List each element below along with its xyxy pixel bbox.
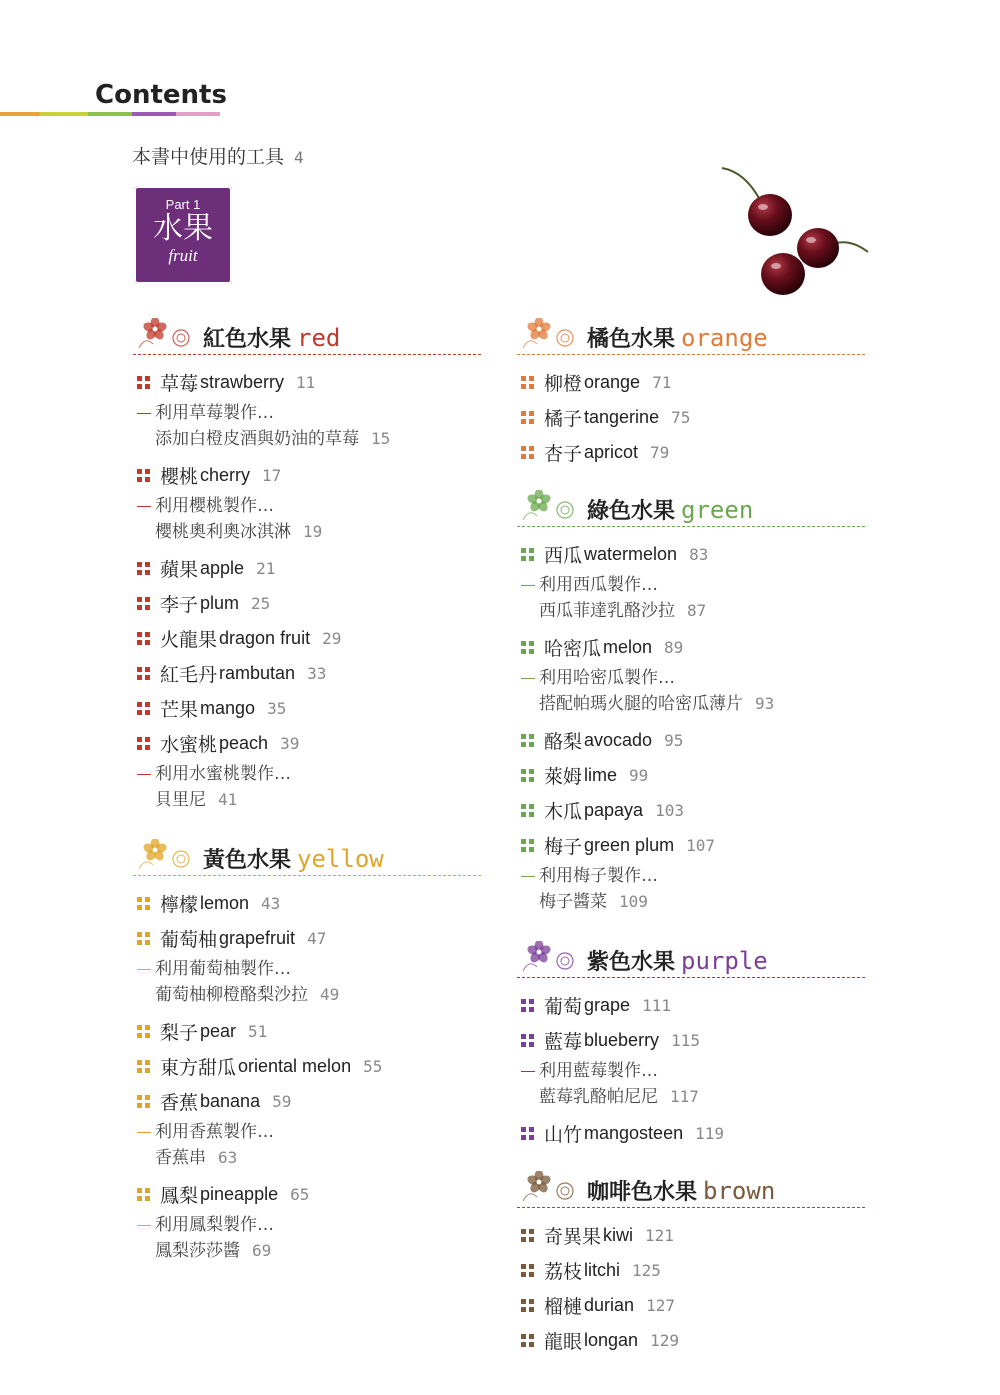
entry-name-en: longan xyxy=(584,1330,639,1350)
entry-page: 55 xyxy=(363,1057,383,1076)
section-header xyxy=(517,490,865,527)
toc-entry[interactable] xyxy=(517,1323,865,1358)
section-title-zh: 紫色水果 xyxy=(587,950,676,975)
dash-marker xyxy=(521,585,535,586)
recipe-label xyxy=(517,1058,865,1084)
section-title-en: red xyxy=(297,324,341,352)
toc-entry[interactable] xyxy=(133,691,481,726)
recipe-name: 西瓜菲達乳酪沙拉 xyxy=(539,601,675,621)
entry-name-en: grape xyxy=(584,995,631,1015)
entry-name-zh: 酪梨 xyxy=(544,731,583,753)
recipe-entry[interactable] xyxy=(133,519,481,545)
bullet-squares-icon xyxy=(521,804,534,817)
bullet-squares-icon xyxy=(521,734,534,747)
entry-name-en: oriental melon xyxy=(238,1056,352,1076)
section-title-en: purple xyxy=(681,947,768,975)
cherries-image xyxy=(720,160,880,305)
entry-name-en: watermelon xyxy=(584,544,678,564)
part-badge xyxy=(134,186,232,284)
toc-entry[interactable] xyxy=(517,758,865,793)
entry-name-zh: 檸檬 xyxy=(160,894,199,916)
recipe-name: 葡萄柚柳橙酪梨沙拉 xyxy=(155,985,308,1005)
section-title xyxy=(203,322,340,353)
entry-name-en: apricot xyxy=(584,442,639,462)
toc-entry[interactable] xyxy=(133,921,481,956)
toc-entry[interactable] xyxy=(517,1116,865,1151)
section-header xyxy=(517,1171,865,1208)
entry-name-en: apple xyxy=(200,558,245,578)
recipe-label xyxy=(133,493,481,519)
toc-entry[interactable] xyxy=(133,1177,481,1212)
entry-page: 17 xyxy=(262,466,282,485)
section-title-zh: 綠色水果 xyxy=(587,499,676,524)
toc-entry[interactable] xyxy=(517,1218,865,1253)
bullet-squares-icon xyxy=(137,667,150,680)
section-yellow xyxy=(133,839,481,1264)
bullet-squares-icon xyxy=(521,1299,534,1312)
entry-page: 119 xyxy=(695,1124,724,1143)
recipe-page: 117 xyxy=(670,1087,699,1106)
entry-page: 21 xyxy=(256,559,276,578)
recipe-label-text: 利用梅子製作… xyxy=(539,866,658,886)
entry-page: 95 xyxy=(664,731,684,750)
entry-page: 99 xyxy=(629,766,649,785)
toc-entry[interactable] xyxy=(133,886,481,921)
section-red xyxy=(133,318,481,813)
recipe-label-text: 利用草莓製作… xyxy=(155,403,274,423)
recipe-label-text: 利用哈密瓜製作… xyxy=(539,668,675,688)
recipe-name: 添加白橙皮酒與奶油的草莓 xyxy=(155,429,359,449)
entry-name-en: blueberry xyxy=(584,1030,660,1050)
section-title xyxy=(587,322,768,353)
entry-name-zh: 龍眼 xyxy=(544,1331,583,1353)
part-label: Part 1 xyxy=(165,197,201,212)
entry-name-en: kiwi xyxy=(603,1225,634,1245)
recipe-entry[interactable] xyxy=(133,787,481,813)
bullet-squares-icon xyxy=(521,1127,534,1140)
entry-name-zh: 山竹 xyxy=(544,1124,583,1146)
entry-name-en: tangerine xyxy=(584,407,660,427)
bullet-squares-icon xyxy=(137,376,150,389)
toc-entry[interactable] xyxy=(133,586,481,621)
recipe-label-text: 利用葡萄柚製作… xyxy=(155,959,291,979)
toc-entry[interactable] xyxy=(133,1084,481,1119)
section-title-en: orange xyxy=(681,324,768,352)
left-column xyxy=(133,318,481,1270)
entry-page: 59 xyxy=(272,1092,292,1111)
bullet-squares-icon xyxy=(521,411,534,424)
section-purple xyxy=(517,941,865,1151)
dash-marker xyxy=(521,678,535,679)
recipe-entry[interactable] xyxy=(517,691,865,717)
toc-entry[interactable] xyxy=(133,365,481,400)
section-title xyxy=(587,945,768,976)
recipe-entry[interactable] xyxy=(517,889,865,915)
intro-label: 本書中使用的工具 xyxy=(132,146,285,168)
entry-name-zh: 櫻桃 xyxy=(160,466,199,488)
entry-name-zh: 杏子 xyxy=(544,443,583,465)
bullet-squares-icon xyxy=(137,469,150,482)
section-title xyxy=(203,843,384,874)
recipe-label xyxy=(133,1119,481,1145)
entry-name-en: grapefruit xyxy=(219,928,296,948)
part-title: 水果 xyxy=(153,211,213,246)
bullet-squares-icon xyxy=(137,562,150,575)
entry-name-zh: 水蜜桃 xyxy=(160,734,218,756)
bullet-squares-icon xyxy=(521,1229,534,1242)
recipe-name: 櫻桃奧利奧冰淇淋 xyxy=(155,522,291,542)
recipe-label-text: 利用西瓜製作… xyxy=(539,575,658,595)
entry-page: 39 xyxy=(280,734,300,753)
entry-name-zh: 葡萄 xyxy=(544,996,583,1018)
entry-name-en: papaya xyxy=(584,800,644,820)
recipe-label xyxy=(517,665,865,691)
entry-name-en: banana xyxy=(200,1091,261,1111)
bullet-squares-icon xyxy=(137,1095,150,1108)
recipe-label xyxy=(133,956,481,982)
entry-name-en: orange xyxy=(584,372,641,392)
recipe-name: 搭配帕瑪火腿的哈密瓜薄片 xyxy=(539,694,743,714)
entry-name-en: mango xyxy=(200,698,256,718)
section-orange xyxy=(517,318,865,470)
recipe-label xyxy=(133,761,481,787)
toc-entry[interactable] xyxy=(133,1014,481,1049)
recipe-label xyxy=(133,1212,481,1238)
recipe-page: 41 xyxy=(218,790,238,809)
entry-name-en: durian xyxy=(584,1295,635,1315)
entry-name-zh: 草莓 xyxy=(160,373,199,395)
flower-ornament-icon xyxy=(521,941,575,975)
entry-page: 83 xyxy=(689,545,709,564)
recipe-label-text: 利用鳳梨製作… xyxy=(155,1215,274,1235)
entry-name-en: lime xyxy=(584,765,618,785)
section-green xyxy=(517,490,865,915)
entry-name-en: cherry xyxy=(200,465,251,485)
recipe-name: 藍莓乳酪帕尼尼 xyxy=(539,1087,658,1107)
toc-entry[interactable] xyxy=(133,458,481,493)
entry-page: 115 xyxy=(671,1031,700,1050)
toc-entry[interactable] xyxy=(517,1288,865,1323)
entry-page: 89 xyxy=(664,638,684,657)
entry-name-en: mangosteen xyxy=(584,1123,684,1143)
entry-name-zh: 梅子 xyxy=(544,836,583,858)
dash-marker xyxy=(521,1071,535,1072)
entry-name-en: pineapple xyxy=(200,1184,279,1204)
entry-name-zh: 荔枝 xyxy=(544,1261,583,1283)
toc-entry[interactable] xyxy=(517,793,865,828)
dash-marker xyxy=(137,1132,151,1133)
entry-name-zh: 梨子 xyxy=(160,1022,199,1044)
section-title-en: green xyxy=(681,496,754,524)
bullet-squares-icon xyxy=(137,597,150,610)
entry-page: 103 xyxy=(655,801,684,820)
section-title-en: yellow xyxy=(297,845,384,873)
flower-ornament-icon xyxy=(137,318,191,352)
toc-entry[interactable] xyxy=(133,621,481,656)
section-header xyxy=(517,318,865,355)
entry-name-zh: 香蕉 xyxy=(160,1092,199,1114)
section-title-zh: 咖啡色水果 xyxy=(587,1180,698,1205)
entry-name-zh: 葡萄柚 xyxy=(160,929,218,951)
bullet-squares-icon xyxy=(521,376,534,389)
entry-name-zh: 東方甜瓜 xyxy=(160,1057,237,1079)
section-brown xyxy=(517,1171,865,1358)
bullet-squares-icon xyxy=(521,999,534,1012)
toc-entry[interactable] xyxy=(133,656,481,691)
section-title-zh: 紅色水果 xyxy=(203,327,292,352)
entry-name-zh: 柳橙 xyxy=(544,373,583,395)
bullet-squares-icon xyxy=(521,1034,534,1047)
toc-entry[interactable] xyxy=(517,630,865,665)
intro-page: 4 xyxy=(294,148,304,167)
entry-page: 79 xyxy=(650,443,670,462)
header-color-rule xyxy=(0,112,220,116)
section-title xyxy=(587,494,753,525)
entry-page: 35 xyxy=(267,699,287,718)
flower-ornament-icon xyxy=(137,839,191,873)
bullet-squares-icon xyxy=(521,1334,534,1347)
bullet-squares-icon xyxy=(137,737,150,750)
entry-page: 65 xyxy=(290,1185,310,1204)
recipe-label xyxy=(517,572,865,598)
recipe-entry[interactable] xyxy=(133,982,481,1008)
entry-name-en: melon xyxy=(603,637,653,657)
dash-marker xyxy=(137,1225,151,1226)
recipe-page: 69 xyxy=(252,1241,272,1260)
section-title-en: brown xyxy=(703,1177,776,1205)
entry-name-zh: 火龍果 xyxy=(160,629,218,651)
toc-entry[interactable] xyxy=(517,537,865,572)
entry-name-zh: 奇異果 xyxy=(544,1226,602,1248)
entry-page: 29 xyxy=(322,629,342,648)
recipe-page: 93 xyxy=(755,694,775,713)
recipe-label-text: 利用香蕉製作… xyxy=(155,1122,274,1142)
intro-entry[interactable] xyxy=(132,142,304,169)
entry-page: 111 xyxy=(642,996,671,1015)
bullet-squares-icon xyxy=(137,702,150,715)
entry-name-zh: 橘子 xyxy=(544,408,583,430)
recipe-name: 梅子醬菜 xyxy=(539,892,607,912)
recipe-name: 鳳梨莎莎醬 xyxy=(155,1241,240,1261)
entry-name-en: litchi xyxy=(584,1260,621,1280)
entry-name-zh: 芒果 xyxy=(160,699,199,721)
recipe-label xyxy=(133,400,481,426)
section-header xyxy=(133,318,481,355)
entry-name-en: strawberry xyxy=(200,372,285,392)
part-subtitle: fruit xyxy=(168,246,198,265)
recipe-entry[interactable] xyxy=(133,1238,481,1264)
section-header xyxy=(133,839,481,876)
toc-entry[interactable] xyxy=(517,435,865,470)
entry-page: 125 xyxy=(632,1261,661,1280)
entry-name-en: avocado xyxy=(584,730,653,750)
toc-entry[interactable] xyxy=(517,400,865,435)
entry-page: 121 xyxy=(645,1226,674,1245)
entry-page: 25 xyxy=(251,594,271,613)
bullet-squares-icon xyxy=(137,632,150,645)
entry-page: 47 xyxy=(307,929,327,948)
entry-page: 51 xyxy=(248,1022,268,1041)
recipe-entry[interactable] xyxy=(133,1145,481,1171)
toc-entry[interactable] xyxy=(517,365,865,400)
dash-marker xyxy=(521,876,535,877)
bullet-squares-icon xyxy=(521,641,534,654)
toc-entry[interactable] xyxy=(517,988,865,1023)
dash-marker xyxy=(137,774,151,775)
section-header xyxy=(517,941,865,978)
bullet-squares-icon xyxy=(137,897,150,910)
entry-name-zh: 哈密瓜 xyxy=(544,638,602,660)
entry-name-zh: 鳳梨 xyxy=(160,1185,199,1207)
flower-ornament-icon xyxy=(521,490,575,524)
recipe-page: 49 xyxy=(320,985,340,1004)
entry-name-en: pear xyxy=(200,1021,237,1041)
dash-marker xyxy=(137,969,151,970)
bullet-squares-icon xyxy=(521,769,534,782)
entry-page: 43 xyxy=(261,894,281,913)
entry-name-en: lemon xyxy=(200,893,250,913)
toc-entry[interactable] xyxy=(517,1253,865,1288)
entry-name-zh: 李子 xyxy=(160,594,199,616)
dash-marker xyxy=(137,506,151,507)
entry-name-en: green plum xyxy=(584,835,675,855)
toc-entry[interactable] xyxy=(517,1023,865,1058)
bullet-squares-icon xyxy=(137,932,150,945)
flower-ornament-icon xyxy=(521,318,575,352)
toc-entry[interactable] xyxy=(133,1049,481,1084)
page-title: Contents xyxy=(95,80,227,110)
section-title-zh: 黃色水果 xyxy=(203,848,292,873)
right-column xyxy=(517,318,865,1358)
bullet-squares-icon xyxy=(521,548,534,561)
recipe-page: 109 xyxy=(619,892,648,911)
entry-page: 33 xyxy=(307,664,327,683)
toc-entry[interactable] xyxy=(133,726,481,761)
section-title-zh: 橘色水果 xyxy=(587,327,676,352)
toc-entry[interactable] xyxy=(517,723,865,758)
bullet-squares-icon xyxy=(521,839,534,852)
recipe-name: 香蕉串 xyxy=(155,1148,206,1168)
entry-name-zh: 西瓜 xyxy=(544,545,583,567)
recipe-label-text: 利用水蜜桃製作… xyxy=(155,764,291,784)
entry-name-zh: 紅毛丹 xyxy=(160,664,218,686)
dash-marker xyxy=(137,413,151,414)
bullet-squares-icon xyxy=(137,1188,150,1201)
toc-entry[interactable] xyxy=(517,828,865,863)
entry-name-zh: 榴槤 xyxy=(544,1296,583,1318)
recipe-label xyxy=(517,863,865,889)
entry-name-zh: 木瓜 xyxy=(544,801,583,823)
entry-page: 129 xyxy=(650,1331,679,1350)
entry-name-en: dragon fruit xyxy=(219,628,311,648)
recipe-page: 19 xyxy=(303,522,323,541)
recipe-label-text: 利用櫻桃製作… xyxy=(155,496,274,516)
bullet-squares-icon xyxy=(521,446,534,459)
entry-name-en: peach xyxy=(219,733,269,753)
entry-name-en: rambutan xyxy=(219,663,296,683)
entry-name-zh: 蘋果 xyxy=(160,559,199,581)
recipe-page: 63 xyxy=(218,1148,238,1167)
entry-name-zh: 藍莓 xyxy=(544,1031,583,1053)
bullet-squares-icon xyxy=(137,1025,150,1038)
entry-page: 71 xyxy=(652,373,672,392)
entry-page: 127 xyxy=(646,1296,675,1315)
entry-page: 75 xyxy=(671,408,691,427)
bullet-squares-icon xyxy=(137,1060,150,1073)
recipe-label-text: 利用藍莓製作… xyxy=(539,1061,658,1081)
entry-page: 107 xyxy=(686,836,715,855)
section-title xyxy=(587,1175,775,1206)
toc-entry[interactable] xyxy=(133,551,481,586)
entry-name-en: plum xyxy=(200,593,240,613)
recipe-page: 15 xyxy=(371,429,391,448)
recipe-entry[interactable] xyxy=(517,1084,865,1110)
entry-name-zh: 萊姆 xyxy=(544,766,583,788)
flower-ornament-icon xyxy=(521,1171,575,1205)
recipe-entry[interactable] xyxy=(133,426,481,452)
recipe-entry[interactable] xyxy=(517,598,865,624)
recipe-page: 87 xyxy=(687,601,707,620)
entry-page: 11 xyxy=(296,373,316,392)
recipe-name: 貝里尼 xyxy=(155,790,206,810)
bullet-squares-icon xyxy=(521,1264,534,1277)
